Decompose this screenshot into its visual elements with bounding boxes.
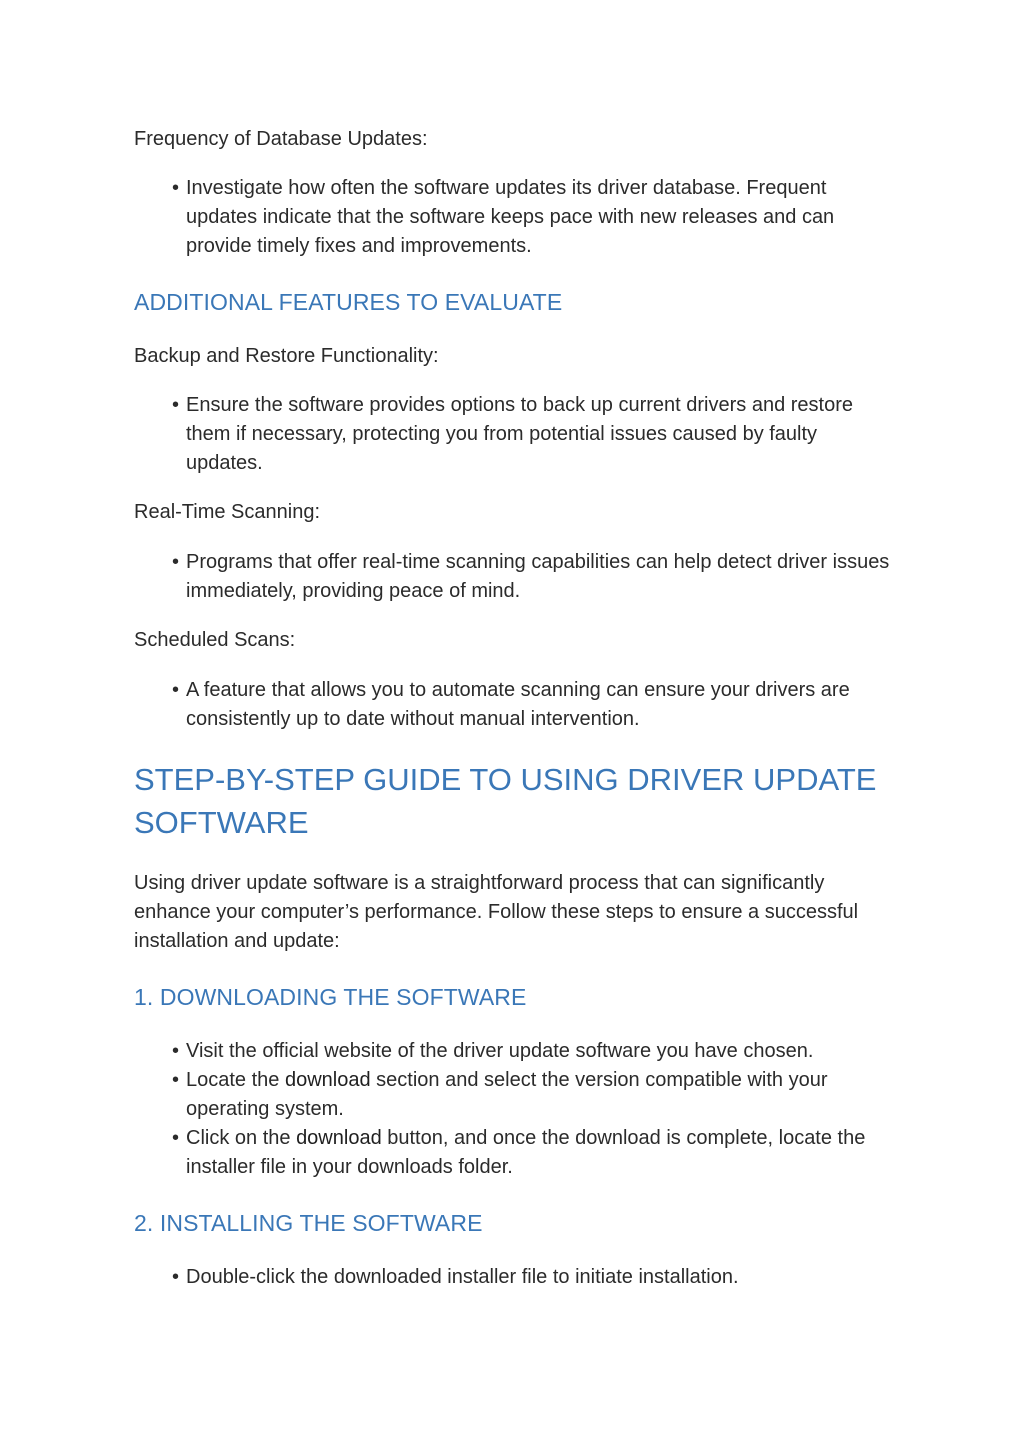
bullet-icon: •	[172, 394, 180, 416]
list-item: • Investigate how often the software updates its driver database. Frequent updates indicate that the software keeps pace with new releases and can provide timely fixes and improvements.	[172, 174, 894, 261]
scheduled-list	[134, 676, 894, 734]
bullet-icon: •	[172, 1069, 180, 1091]
section-heading-additional-features: ADDITIONAL FEATURES TO EVALUATE	[134, 289, 563, 315]
backup-list	[134, 391, 894, 478]
guide-intro-paragraph: Using driver update software is a straightforward process that can significantly enhance your computer’s performance. Follow these steps to ensure a successful installation and update:	[134, 872, 859, 952]
list-item: • Visit the official website of the driver update software you have chosen.	[172, 1037, 894, 1066]
bullet-icon: •	[172, 177, 180, 199]
db-updates-label: Frequency of Database Updates:	[134, 128, 428, 150]
list-item: • Ensure the software provides options to back up current drivers and restore them if necessary, protecting you from potential issues caused by faulty updates.	[172, 391, 894, 478]
list-item: • Double-click the downloaded installer file to initiate installation.	[172, 1263, 894, 1292]
bullet-icon: •	[172, 1040, 180, 1062]
list-item: • Programs that offer real-time scanning capabilities can help detect driver issues immediately, providing peace of mind.	[172, 548, 894, 606]
list-item: • A feature that allows you to automate scanning can ensure your drivers are consistently up to date without manual intervention.	[172, 676, 894, 734]
section-heading-step-by-step-guide: STEP-BY-STEP GUIDE TO USING DRIVER UPDATE SOFTWARE	[134, 762, 877, 840]
bullet-icon: •	[172, 679, 180, 701]
bullet-icon: •	[172, 551, 180, 573]
realtime-list	[134, 548, 894, 606]
list-item: • Click on the download button, and once the download is complete, locate the installer file in your downloads folder.	[172, 1124, 894, 1182]
download-term: download	[284, 1069, 371, 1091]
scheduled-label: Scheduled Scans:	[134, 629, 296, 651]
download-term: download	[296, 1127, 382, 1149]
document-page	[134, 125, 894, 1292]
section-heading-installing: 2. INSTALLING THE SOFTWARE	[134, 1210, 483, 1236]
install-steps-list	[134, 1263, 894, 1292]
backup-label: Backup and Restore Functionality:	[134, 345, 439, 367]
section-heading-downloading: 1. DOWNLOADING THE SOFTWARE	[134, 984, 527, 1010]
realtime-label: Real-Time Scanning:	[134, 501, 321, 523]
bullet-icon: •	[172, 1127, 180, 1149]
list-item: • Locate the download section and select the version compatible with your operating system.	[172, 1066, 894, 1124]
db-updates-list	[134, 174, 894, 261]
download-steps-list	[134, 1037, 894, 1182]
bullet-icon: •	[172, 1266, 180, 1288]
